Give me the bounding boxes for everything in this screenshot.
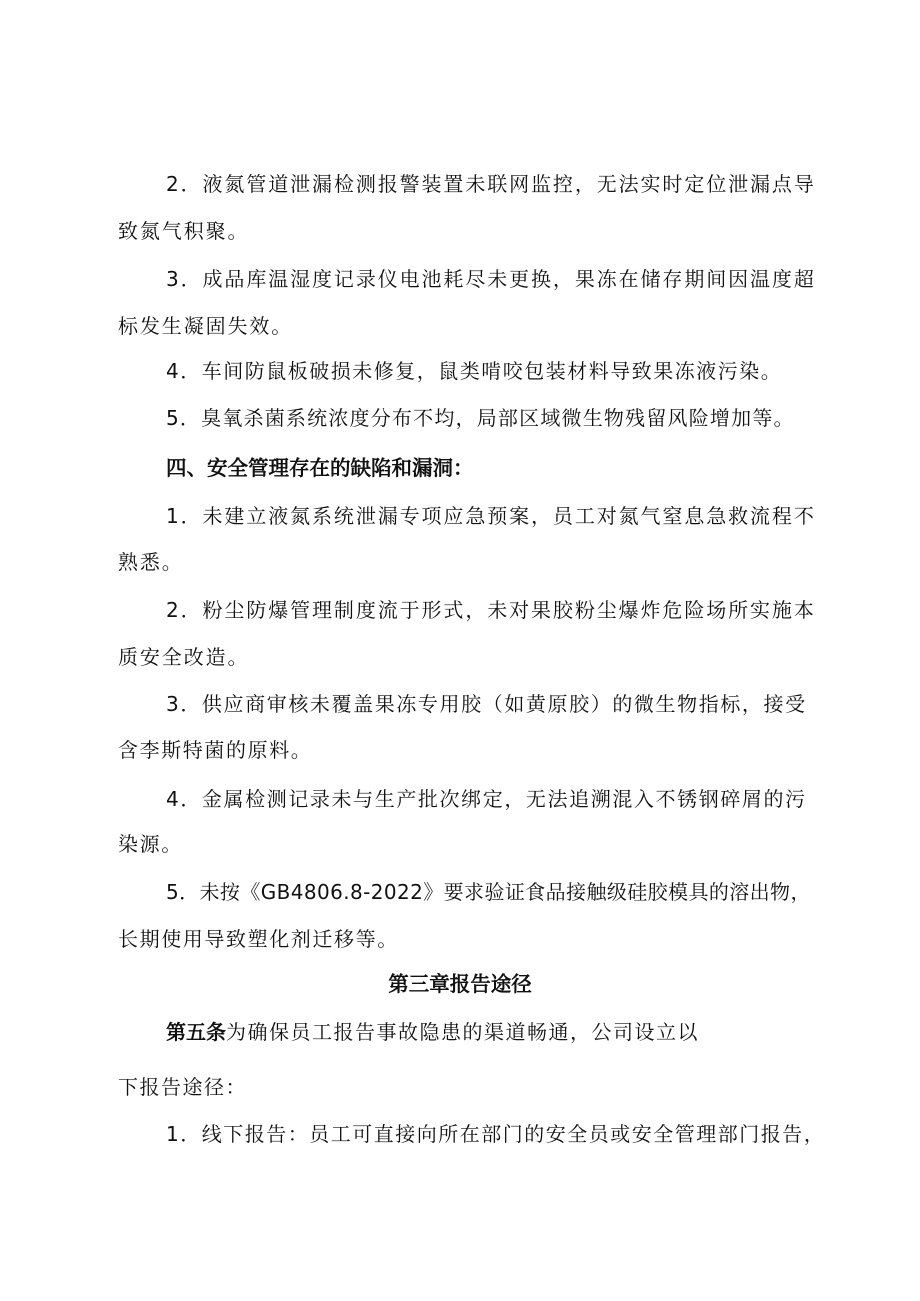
defect-item-4-line-2: 染源。 (118, 832, 183, 856)
hazard-item-4: 4．车间防鼠板破损未修复，鼠类啃咬包装材料导致果冻液污染。 (166, 359, 783, 383)
section-heading-management-defects: 四、安全管理存在的缺陷和漏洞： (166, 456, 474, 480)
report-method-1-line-1: 1．线下报告：员工可直接向所在部门的安全员或安全管理部门报告， (166, 1122, 826, 1146)
article-5-label: 第五条 (166, 1020, 226, 1044)
defect-item-5-line-2: 长期使用导致塑化剂迁移等。 (118, 927, 399, 951)
article-5-text: 为确保员工报告事故隐患的渠道畅通，公司设立以 (226, 1020, 699, 1044)
hazard-item-2-line-2: 致氮气积聚。 (118, 219, 250, 243)
hazard-item-2-line-1: 2．液氮管道泄漏检测报警装置未联网监控，无法实时定位泄漏点导 (166, 172, 816, 196)
defect-item-1-line-2: 熟悉。 (118, 550, 184, 574)
hazard-item-5: 5．臭氧杀菌系统浓度分布不均，局部区域微生物残留风险增加等。 (166, 406, 795, 430)
chapter-title: 第三章报告途径 (388, 972, 532, 996)
defect-item-2-line-2: 质安全改造。 (118, 645, 250, 669)
hazard-item-3-line-1: 3．成品库温湿度记录仪电池耗尽未更换，果冻在储存期间因温度超 (166, 267, 816, 291)
defect-item-3-line-2: 含李斯特菌的原料。 (118, 738, 313, 762)
article-5-line-1 (166, 1020, 699, 1044)
defect-item-1-line-1: 1．未建立液氮系统泄漏专项应急预案，员工对氮气窒息急救流程不 (166, 504, 816, 528)
defect-item-3-line-1: 3．供应商审核未覆盖果冻专用胶（如黄原胶）的微生物指标，接受 (166, 692, 807, 716)
hazard-item-3-line-2: 标发生凝固失效。 (118, 314, 294, 338)
defect-item-2-line-1: 2．粉尘防爆管理制度流于形式，未对果胶粉尘爆炸危险场所实施本 (166, 598, 816, 622)
defect-item-4-line-1: 4．金属检测记录未与生产批次绑定，无法追溯混入不锈钢碎屑的污 (166, 787, 807, 811)
defect-item-5-line-1: 5．未按《GB4806.8-2022》要求验证食品接触级硅胶模具的溶出物， (166, 880, 811, 904)
article-5-line-2: 下报告途径： (118, 1075, 247, 1099)
